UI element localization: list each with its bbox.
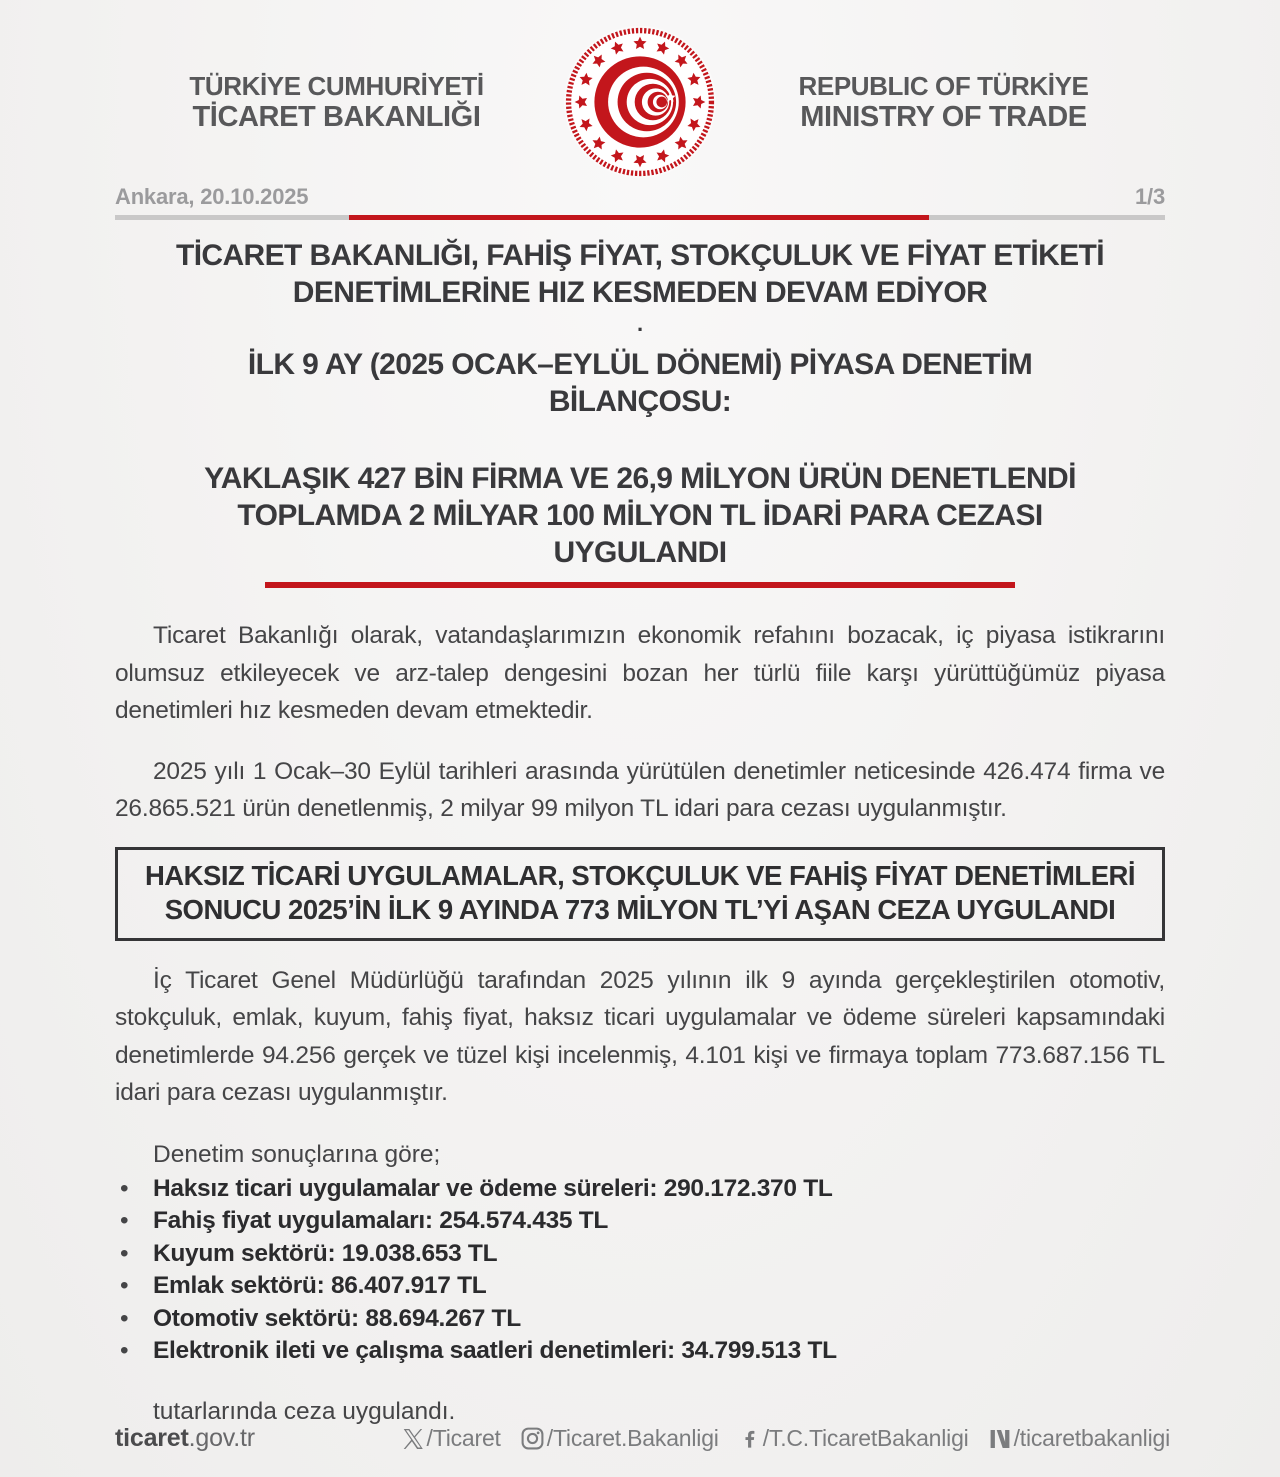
divider-gray-right xyxy=(929,215,1165,220)
org-name-turkish xyxy=(115,71,558,133)
social-handle: /Ticaret.Bakanligi xyxy=(546,1425,719,1451)
org-name-en-line1: REPUBLIC OF TÜRKİYE xyxy=(798,71,1089,101)
meta-row xyxy=(115,184,1165,210)
instagram-icon xyxy=(520,1426,545,1451)
penalty-list xyxy=(115,1173,1165,1368)
list-item: • Elektronik ileti ve çalışma saatleri denetimleri: 34.799.513 TL xyxy=(115,1335,1165,1368)
org-name-tr-line1: TÜRKİYE CUMHURİYETİ xyxy=(189,71,484,101)
social-handle: /Ticaret xyxy=(426,1425,501,1451)
sub-headline-totals xyxy=(115,460,1165,571)
paragraph-intro: Ticaret Bakanlığı olarak, vatandaşlarımızın ekonomik refahını bozacak, iç piyasa istikrarını olumsuz etkileyecek ve arz-talep dengesini bozan her türlü fiile karşı yürüttüğümüz piyasa denetimleri hız kesmeden devam etmektedir. xyxy=(115,622,1165,724)
list-item: • Kuyum sektörü: 19.038.653 TL xyxy=(115,1238,1165,1271)
separator-dot: . xyxy=(636,311,644,336)
sub-headline-period-line2: BİLANÇOSU: xyxy=(548,385,732,418)
sub-headline-totals-line2: TOPLAMDA 2 MİLYAR 100 MİLYON TL İDARİ PARA CEZASI xyxy=(237,499,1043,532)
footer xyxy=(115,1424,1170,1453)
social-handle: /ticaretbakanligi xyxy=(1013,1425,1170,1451)
paragraph-domestic-trade: İç Ticaret Genel Müdürlüğü tarafından 2025 yılının ilk 9 ayında gerçekleştirilen otomotiv, stokçuluk, emlak, kuyum, fahiş fiyat, haksız ticari uygulamalar ve ödeme süreleri kapsamındaki denetimlerde 94.256 gerçek ve tüzel kişi incelenmiş, 4.101 kişi ve firmaya toplam 773.687.156 TL idari para cezası uygulanmıştır. xyxy=(115,966,1165,1106)
main-headline xyxy=(115,237,1165,311)
divider-red-center xyxy=(349,215,929,220)
list-item: • Otomotiv sektörü: 88.694.267 TL xyxy=(115,1303,1165,1336)
facebook-icon xyxy=(738,1427,761,1450)
social-link-x[interactable] xyxy=(401,1425,501,1452)
social-link-nsosyal[interactable] xyxy=(988,1425,1170,1452)
list-item: • Haksız ticari uygulamalar ve ödeme süreleri: 290.172.370 TL xyxy=(115,1173,1165,1206)
red-underline xyxy=(265,582,1015,588)
main-headline-line1: TİCARET BAKANLIĞI, FAHİŞ FİYAT, STOKÇULUK VE FİYAT ETİKETİ xyxy=(175,239,1105,272)
dateline: Ankara, 20.10.2025 xyxy=(115,184,309,209)
main-headline-line2: DENETİMLERİNE HIZ KESMEDEN DEVAM EDİYOR xyxy=(292,276,988,309)
divider-gray-left xyxy=(115,215,349,220)
list-outro: tutarlarında ceza uygulandı. xyxy=(153,1397,456,1425)
org-name-en-line2: MINISTRY OF TRADE xyxy=(800,101,1087,133)
website-url-bold: ticaret xyxy=(115,1424,189,1452)
list-intro: Denetim sonuçlarına göre; xyxy=(153,1140,441,1168)
list-item: • Fahiş fiyat uygulamaları: 254.574.435 TL xyxy=(115,1205,1165,1238)
boxed-headline-line1: HAKSIZ TİCARİ UYGULAMALAR, STOKÇULUK VE FAHİŞ FİYAT DENETİMLERİ xyxy=(144,859,1136,891)
social-link-instagram[interactable] xyxy=(520,1425,719,1452)
sub-headline-period xyxy=(115,346,1165,420)
page-number: 1/3 xyxy=(1135,184,1165,209)
org-name-english xyxy=(722,71,1165,133)
list-item: • Emlak sektörü: 86.407.917 TL xyxy=(115,1270,1165,1303)
ministry-of-trade-emblem-icon xyxy=(564,26,716,178)
nsosyal-icon xyxy=(988,1427,1012,1451)
x-icon xyxy=(401,1427,425,1451)
social-handle: /T.C.TicaretBakanligi xyxy=(762,1425,969,1451)
website-url-suffix: .gov.tr xyxy=(188,1424,255,1452)
boxed-headline-line2: SONUCU 2025’İN İLK 9 AYINDA 773 MİLYON TL’Yİ AŞAN CEZA UYGULANDI xyxy=(164,893,1116,925)
social-links xyxy=(401,1425,1170,1452)
paragraph-overall-results: 2025 yılı 1 Ocak–30 Eylül tarihleri arasında yürütülen denetimler neticesinde 426.474 firma ve 26.865.521 ürün denetlenmiş, 2 milyar 99 milyon TL idari para cezası uygulanmıştır. xyxy=(115,757,1165,822)
sub-headline-totals-line1: YAKLAŞIK 427 BİN FİRMA VE 26,9 MİLYON ÜRÜN DENETLENDİ xyxy=(204,462,1076,495)
website-url[interactable] xyxy=(115,1424,255,1453)
sub-headline-period-line1: İLK 9 AY (2025 OCAK–EYLÜL DÖNEMİ) PİYASA DENETİM xyxy=(247,348,1033,381)
boxed-headline xyxy=(115,847,1165,941)
social-link-facebook[interactable] xyxy=(738,1425,969,1452)
org-name-tr-line2: TİCARET BAKANLIĞI xyxy=(192,101,481,133)
header-divider xyxy=(115,215,1165,220)
header xyxy=(115,0,1165,178)
sub-headline-totals-line3: UYGULANDI xyxy=(553,536,727,569)
